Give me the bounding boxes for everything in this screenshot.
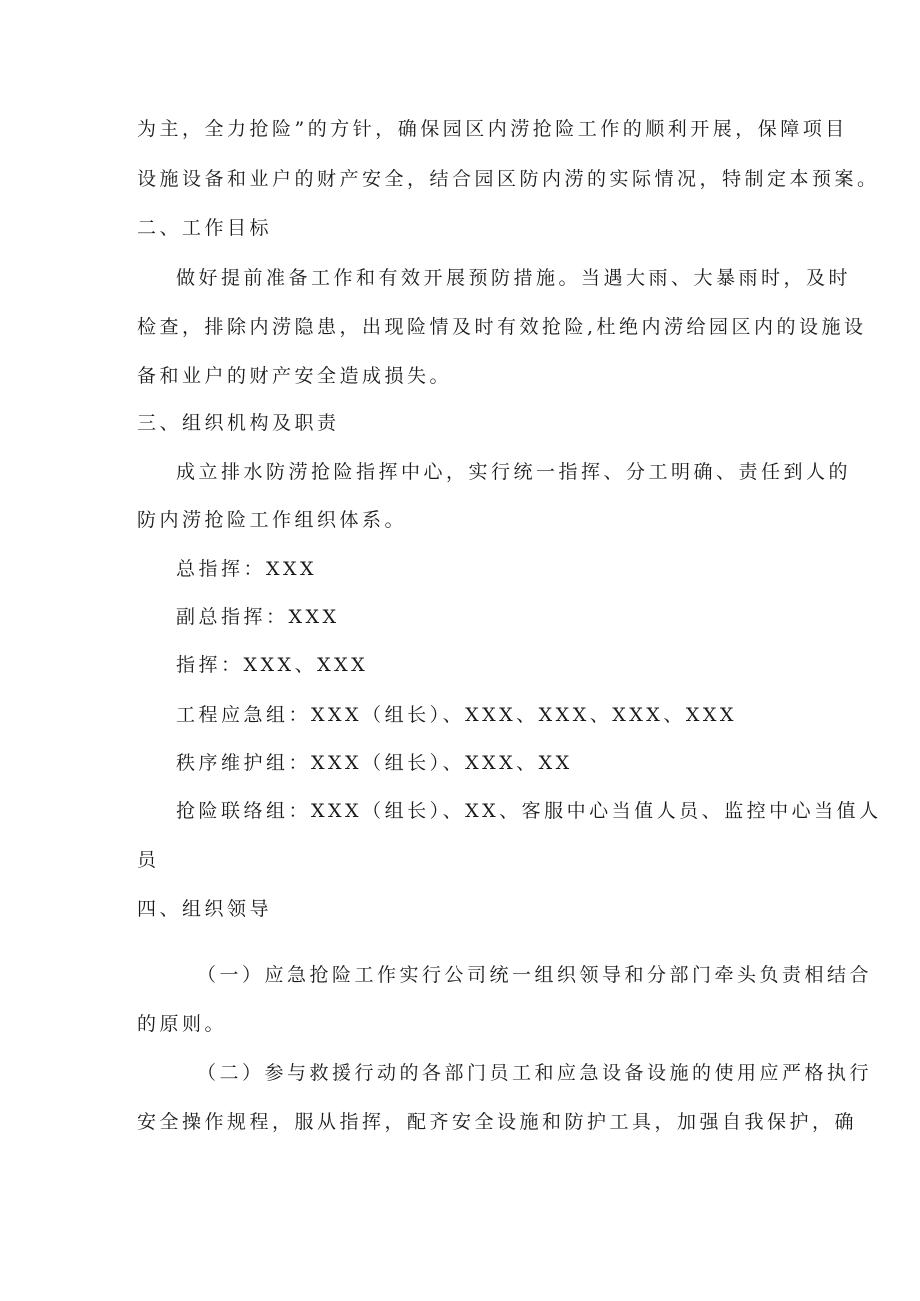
paragraph-line: 员 [137, 849, 160, 871]
section-heading-leadership: 四、组织领导 [137, 898, 273, 920]
role-line-deputy-commander: 副总指挥：XXX [176, 606, 340, 628]
role-line-chief-commander: 总指挥：XXX [176, 558, 318, 580]
role-line-engineering-group: 工程应急组：XXX（组长）、XXX、XXX、XXX、XXX [176, 704, 737, 726]
section-heading-organization: 三、组织机构及职责 [137, 412, 340, 434]
paragraph-line: 检查，排除内涝隐患，出现险情及时有效抢险,杜绝内涝给园区内的设施设 [137, 316, 867, 338]
paragraph-line: 为主，全力抢险”的方针，确保园区内涝抢险工作的顺利开展，保障项目 [137, 118, 848, 140]
paragraph-line: （二）参与救援行动的各部门员工和应急设备设施的使用应严格执行 [197, 1062, 873, 1084]
paragraph-line: 的原则。 [137, 1013, 228, 1035]
role-line-order-group: 秩序维护组：XXX（组长）、XXX、XX [176, 752, 573, 774]
paragraph-line: 备和业户的财产安全造成损失。 [137, 365, 453, 387]
paragraph-line: 成立排水防涝抢险指挥中心，实行统一指挥、分工明确、责任到人的 [176, 461, 852, 483]
paragraph-line: （一）应急抢险工作实行公司统一组织领导和分部门牵头负责相结合 [197, 964, 873, 986]
paragraph-line: 做好提前准备工作和有效开展预防措施。当遇大雨、大暴雨时，及时 [176, 267, 852, 289]
paragraph-line: 安全操作规程，服从指挥，配齐安全设施和防护工具，加强自我保护，确 [137, 1111, 858, 1133]
paragraph-line: 设施设备和业户的财产安全，结合园区防内涝的实际情况，特制定本预案。 [137, 168, 880, 190]
paragraph-line: 防内涝抢险工作组织体系。 [137, 509, 408, 531]
role-line-commander: 指挥：XXX、XXX [176, 654, 369, 676]
section-heading-work-goals: 二、工作目标 [137, 217, 273, 239]
role-line-liaison-group: 抢险联络组：XXX（组长）、XX、客服中心当值人员、监控中心当值人 [176, 800, 882, 822]
